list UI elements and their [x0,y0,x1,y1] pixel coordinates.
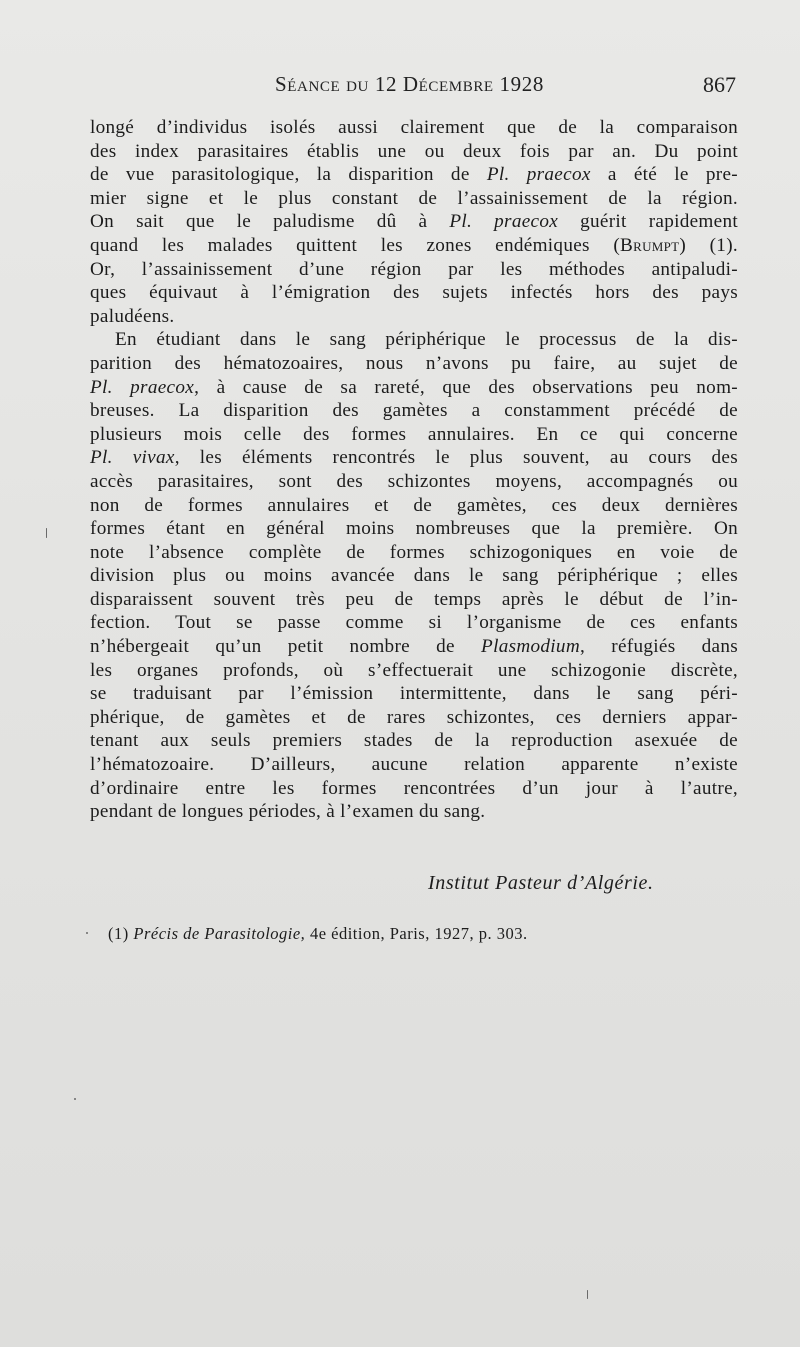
text-line: de vue parasitologique, la disparition de Pl. praecox a été le pre- [90,164,738,186]
text-line: mier signe et le plus constant de l’assainissement de la région. [90,187,738,209]
text-line: formes étant en général moins nombreuses que la première. On [90,518,738,540]
footnote [108,924,528,944]
text-line: accès parasitaires, sont des schizontes moyens, accompagnés ou [90,470,738,492]
running-title: Séance du 12 Décembre 1928 [275,72,544,96]
text-line: plusieurs mois celle des formes annulaires. En ce qui concerne [90,423,738,445]
footnote-title: Précis de Parasitologie, [133,924,306,943]
text-line: fection. Tout se passe comme si l’organisme de ces enfants [90,612,738,634]
text-line: Pl. praecox, à cause de sa rareté, que des observations peu nom- [90,376,738,398]
footnote-marker: (1) [108,924,129,943]
text-line: paludéens. [90,305,175,327]
text-line: division plus ou moins avancée dans le sang périphérique ; elles [90,565,738,587]
text-line: se traduisant par l’émission intermittente, dans le sang péri- [90,683,738,705]
text-line: les organes profonds, où s’effectuerait une schizogonie discrète, [90,659,738,681]
text-line: d’ordinaire entre les formes rencontrées d’un jour à l’autre, [90,777,738,799]
paper-speck [86,932,88,934]
text-line: tenant aux seuls premiers stades de la reproduction asexuée de [90,730,738,752]
text-line: disparaissent souvent très peu de temps après le début de l’in- [90,588,738,610]
text-line: longé d’individus isolés aussi clairement que de la comparaison [90,117,738,138]
text-line: n’hébergeait qu’un petit nombre de Plasmodium, réfugiés dans [90,636,739,658]
text-line: En étudiant dans le sang périphérique le processus de la dis- [115,329,738,351]
text-line: non de formes annulaires et de gamètes, ces deux dernières [90,494,738,516]
paper-speck [46,528,47,538]
text-line: Pl. vivax, les éléments rencontrés le plus souvent, au cours des [90,447,739,469]
text-line: Or, l’assainissement d’une région par les méthodes antipaludi- [90,258,738,280]
text-line: des index parasitaires établis une ou deux fois par an. Du point [90,140,738,162]
body-text [90,116,738,824]
text-line: breuses. La disparition des gamètes a constamment précédé de [90,400,738,422]
text-line: note l’absence complète de formes schizogoniques en voie de [90,541,738,563]
text-line: pendant de longues périodes, à l’examen du sang. [90,801,486,823]
text-line: l’hématozoaire. D’ailleurs, aucune relation apparente n’existe [90,754,738,776]
footnote-rest: 4e édition, Paris, 1927, p. 303. [309,924,528,943]
page-header [0,72,800,102]
page-number: 867 [703,72,736,97]
text-line: quand les malades quittent les zones endémiques (Brumpt) (1). [90,234,738,256]
paper-speck [587,1290,588,1299]
signature: Institut Pasteur d’Algérie. [428,872,654,894]
text-line: parition des hématozoaires, nous n’avons pu faire, au sujet de [90,352,738,374]
text-line: phérique, de gamètes et de rares schizontes, ces derniers appar- [90,706,738,728]
text-line: On sait que le paludisme dû à Pl. praecox guérit rapidement [90,211,738,233]
text-line: ques équivaut à l’émigration des sujets infectés hors des pays [90,282,738,304]
paper-speck [74,1098,76,1100]
